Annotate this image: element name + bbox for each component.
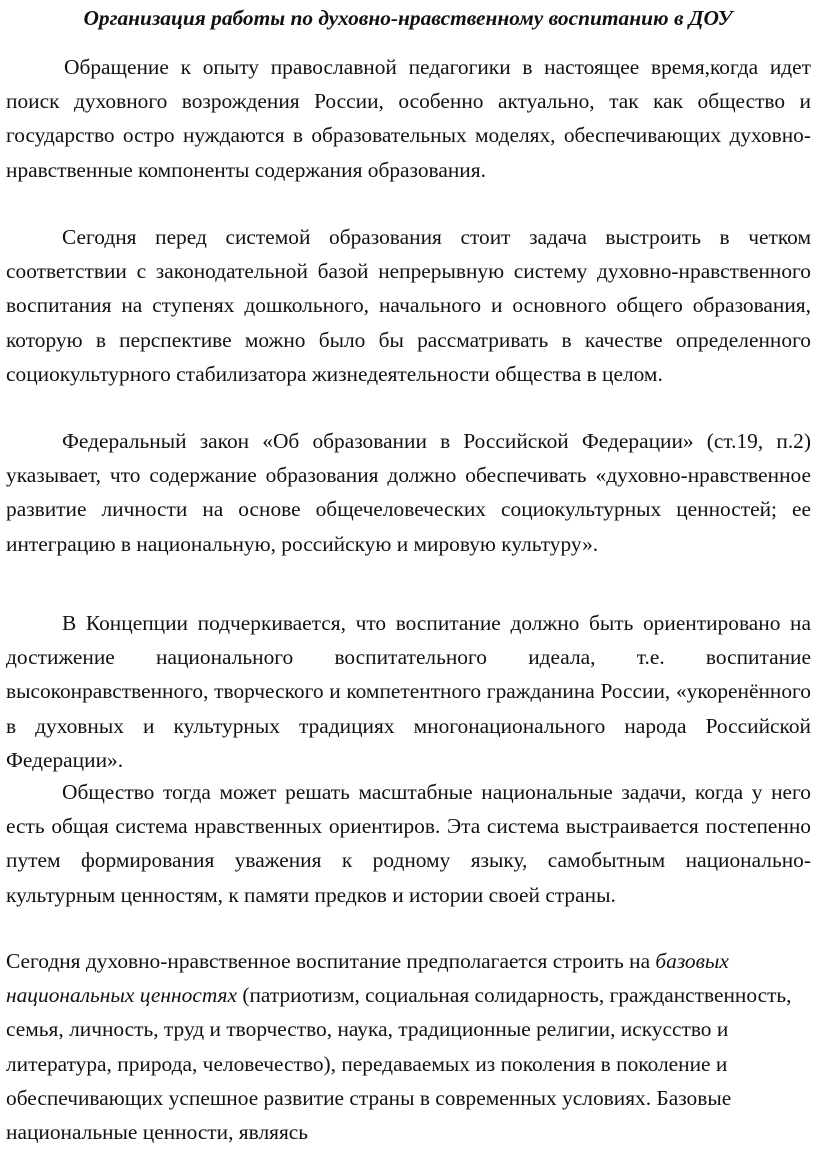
paragraph-5: Общество тогда может решать масштабные национальные задачи, когда у него есть общая система нравственных ориентиров. Эта система выстраивается постепенно путем формирования уважения к родному языку, самобытным национально-культурным ценностям, к памяти предков и истории своей страны. — [6, 780, 811, 907]
paragraph-6 — [6, 944, 811, 1149]
paragraph-3: Федеральный закон «Об образовании в Российской Федерации» (ст.19, п.2) указывает, что содержание образования должно обеспечивать «духовно-нравственное развитие личности на основе общечеловеческих социокультурных ценностей; ее интеграцию в национальную, российскую и мировую культуру». — [6, 429, 811, 556]
paragraph-6-emphasis: базовых национальных ценностях — [6, 949, 729, 1008]
paragraph-6-start: Сегодня духовно-нравственное воспитание предполагается строить на — [6, 949, 656, 973]
paragraph-2: Сегодня перед системой образования стоит задача выстроить в четком соответствии с законодательной базой непрерывную систему духовно-нравственного воспитания на ступенях дошкольного, начального и основного общего образования, которую в перспективе можно было бы рассматривать в качестве определенного социокультурного стабилизатора жизнедеятельности общества в целом. — [6, 225, 811, 386]
paragraph-6-end: (патриотизм, социальная солидарность, гражданственность, семья, личность, труд и творчество, наука, традиционные религии, искусство и литература, природа, человечество), передаваемых из поколения в поколение и обеспечивающих успешное развитие страны в современных условиях. Базовые национальные ценности, являясь — [6, 983, 792, 1145]
paragraph-1: Обращение к опыту православной педагогики в настоящее время,когда идет поиск духовного возрождения России, особенно актуально, так как общество и государство остро нуждаются в образовательных моделях, обеспечивающих духовно-нравственные компоненты содержания образования. — [6, 55, 811, 182]
document-title: Организация работы по духовно-нравственному воспитанию в ДОУ — [83, 6, 733, 30]
paragraph-4: В Концепции подчеркивается, что воспитание должно быть ориентировано на достижение национального воспитательного идеала, т.е. воспитание высоконравственного, творческого и компетентного гражданина России, «укоренённого в духовных и культурных традициях многонационального народа Российской Федерации». — [6, 611, 811, 772]
